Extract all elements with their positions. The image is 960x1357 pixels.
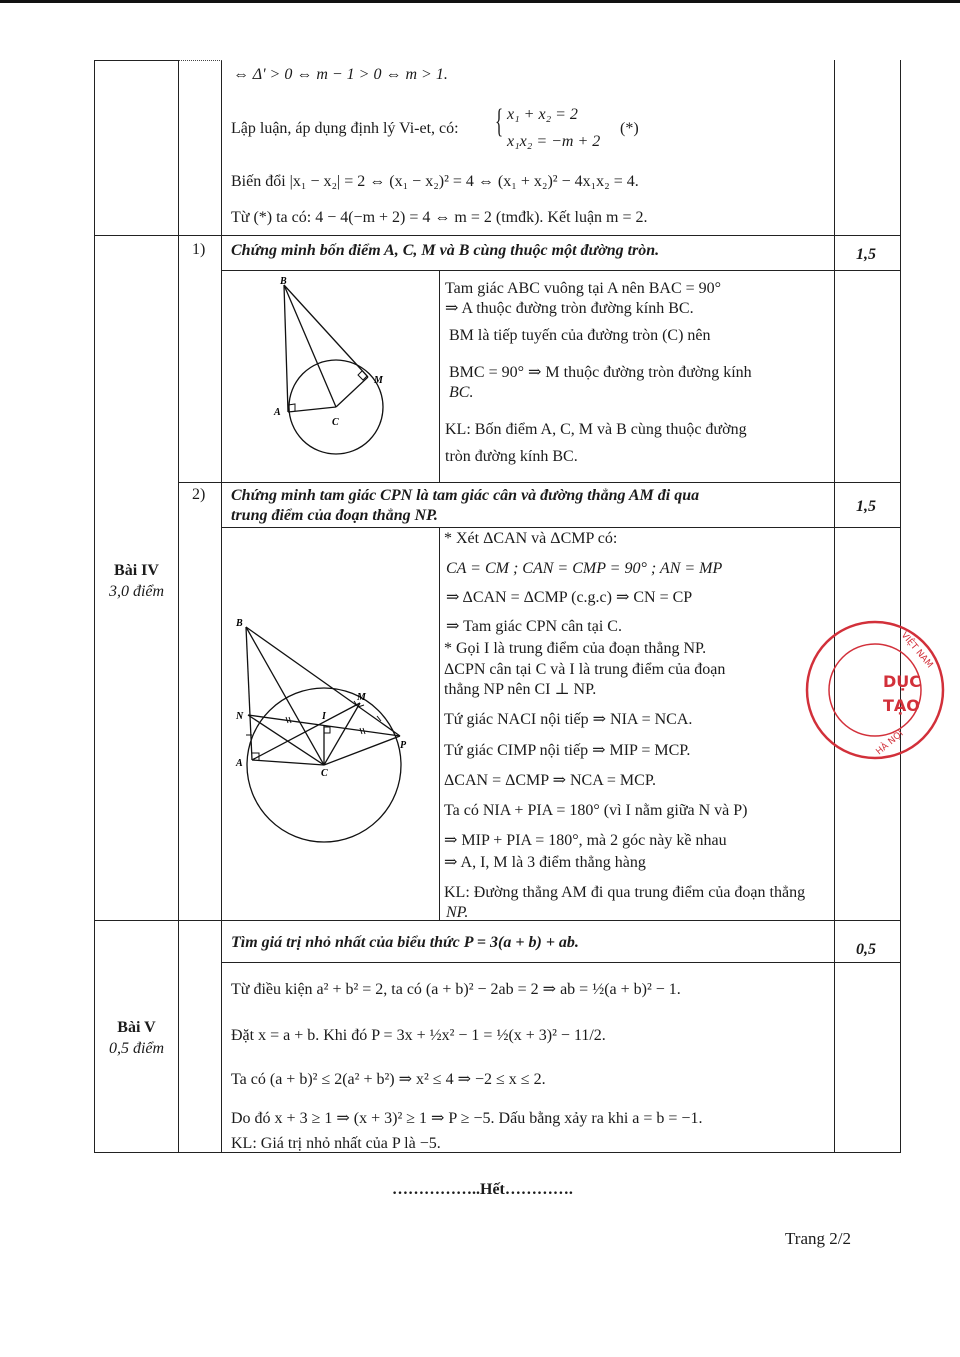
- fig1-label-b: B: [280, 276, 287, 287]
- row-sep-part2-title: [221, 527, 901, 528]
- part2-line-8: Tứ giác NACI nội tiếp ⇒ NIA = NCA.: [444, 711, 693, 728]
- equation-tag: (*): [620, 120, 639, 137]
- bai-v-points: 0,5 điểm: [108, 1040, 165, 1057]
- bai-v-line-4: Do đó x + 3 ≥ 1 ⇒ (x + 3)² ≥ 1 ⇒ P ≥ −5. Dấu bằng xảy ra khi a = b = −1.: [231, 1110, 703, 1127]
- part2-line-6: ΔCPN cân tại C và I là trung điểm của đoạn: [444, 661, 726, 678]
- table-top-border: [94, 60, 178, 61]
- bai-v-label: [95, 1017, 178, 1059]
- row-sep-bai-iv: [94, 235, 901, 236]
- part1-number: 1): [192, 241, 206, 258]
- row-sep-bai-v-title: [221, 962, 901, 963]
- part1-line-3: BM là tiếp tuyến của đường tròn (C) nên: [449, 327, 711, 344]
- table-left-border: [94, 60, 95, 1153]
- fig2-label-n: N: [236, 711, 244, 722]
- part1-line-5: BC.: [449, 384, 474, 401]
- fig2-label-i: I: [322, 711, 326, 722]
- fig1-label-m: M: [374, 375, 383, 386]
- fig2-label-a: A: [236, 758, 243, 769]
- seal-text-tao: TẠO: [883, 696, 920, 715]
- fig2-label-b: B: [236, 618, 243, 629]
- part2-line-3: ⇒ ΔCAN = ΔCMP (c.g.c) ⇒ CN = CP: [446, 589, 693, 606]
- fig2-line-cp: [324, 736, 400, 765]
- part1-title: Chứng minh bốn điểm A, C, M và B cùng thuộc một đường tròn.: [231, 242, 660, 259]
- part2-score: 1,5: [856, 498, 876, 515]
- part1-line-7: tròn đường kính BC.: [445, 448, 578, 465]
- part2-line-13: ⇒ A, I, M là 3 điểm thẳng hàng: [444, 854, 646, 871]
- part2-line-12: ⇒ MIP + PIA = 180°, mà 2 góc này kề nhau: [444, 832, 727, 849]
- figure1-divider: [439, 271, 440, 482]
- transform-line: Biến đổi |x₁ − x₂| = 2 ⇔ (x₁ − x₂)² = 4 ⇔ (x₁ + x₂)² − 4x₁x₂ = 4.: [231, 173, 639, 190]
- fig2-line-ba: [246, 627, 252, 760]
- seal-text-duc: DỤC: [883, 672, 922, 691]
- row-sep-bai-v: [94, 920, 901, 921]
- figure-part1: [268, 275, 398, 465]
- part2-line-15: NP.: [446, 904, 469, 921]
- part1-line-4: BMC = 90° ⇒ M thuộc đường tròn đường kính: [449, 364, 752, 381]
- part2-line-1: * Xét ΔCAN và ΔCMP có:: [444, 530, 618, 547]
- bai-v-line-5: KL: Giá trị nhỏ nhất của P là −5.: [231, 1135, 441, 1152]
- bai-iv-points: 3,0 điểm: [108, 583, 165, 600]
- row-sep-part1-title: [221, 270, 901, 271]
- table-col-divider-1: [178, 60, 179, 1153]
- part2-line-11: Ta có NIA + PIA = 180° (vì I nằm giữa N và P): [444, 802, 748, 819]
- fig1-line-bm: [284, 285, 368, 377]
- system-brace: {: [495, 103, 504, 140]
- vieta-lead: Lập luận, áp dụng định lý Vi-et, có:: [231, 120, 459, 137]
- vieta-sum: x₁ + x₂ = 2: [507, 106, 578, 123]
- bai-iv-label: [95, 560, 178, 602]
- fig2-line-bc: [246, 627, 324, 765]
- top-edge-line: [0, 0, 960, 3]
- figure-part2: [230, 615, 420, 865]
- fig2-label-m: M: [357, 692, 366, 703]
- part2-line-14: KL: Đường thẳng AM đi qua trung điểm của đoạn thẳng: [444, 884, 806, 901]
- part2-line-4: ⇒ Tam giác CPN cân tại C.: [446, 618, 622, 635]
- bai-v-title: Bài V: [117, 1019, 156, 1036]
- bai-v-line-3: Ta có (a + b)² ≤ 2(a² + b²) ⇒ x² ≤ 4 ⇒ −2 ≤ x ≤ 2.: [231, 1071, 546, 1088]
- seal-text-city: HÀ NỘI: [874, 728, 906, 758]
- part1-line-6: KL: Bốn điểm A, C, M và B cùng thuộc đường: [445, 421, 747, 438]
- table-col-divider-3: [834, 60, 835, 1153]
- table-col-divider-2: [221, 60, 222, 1153]
- part2-line-9: Tứ giác CIMP nội tiếp ⇒ MIP = MCP.: [444, 742, 691, 759]
- part1-score: 1,5: [856, 246, 876, 263]
- part2-line-10: ΔCAN = ΔCMP ⇒ NCA = MCP.: [444, 772, 656, 789]
- bai-v-score: 0,5: [856, 941, 876, 958]
- bai-v-line-1: Từ điều kiện a² + b² = 2, ta có (a + b)² − 2ab = 2 ⇒ ab = ½(a + b)² − 1.: [231, 981, 681, 998]
- table-bottom-border: [94, 1152, 901, 1153]
- fig1-line-bc: [284, 285, 336, 407]
- fig2-tick-2: [289, 717, 291, 723]
- fig2-label-p: P: [400, 740, 407, 751]
- bai-v-line-2: Đặt x = a + b. Khi đó P = 3x + ½x² − 1 = ½(x + 3)² − 11/2.: [231, 1027, 606, 1044]
- fig2-right-angle-i: [324, 727, 330, 733]
- part1-line-2: ⇒ A thuộc đường tròn đường kính BC.: [445, 300, 694, 317]
- figure2-divider: [439, 528, 440, 920]
- part2-line-2: CA = CM ; CAN = CMP = 90° ; AN = MP: [446, 560, 723, 577]
- part2-title-line2: trung điểm của đoạn thẳng NP.: [231, 507, 438, 524]
- delta-condition: ⇔ Δ' > 0 ⇔ m − 1 > 0 ⇔ m > 1.: [233, 66, 448, 83]
- bai-v-question: Tìm giá trị nhỏ nhất của biểu thức P = 3(a + b) + ab.: [231, 934, 579, 951]
- seal-outer-ring: [807, 622, 943, 758]
- part1-line-1: Tam giác ABC vuông tại A nên BAC = 90°: [445, 280, 722, 297]
- fig1-line-cm: [336, 377, 368, 407]
- part2-number: 2): [192, 486, 206, 503]
- end-marker: ……………..Hết………….: [392, 1181, 573, 1198]
- fig1-label-c: C: [332, 417, 339, 428]
- row-sep-part2: [178, 482, 901, 483]
- vieta-product: x₁x₂ = −m + 2: [507, 133, 601, 150]
- page-number: Trang 2/2: [785, 1229, 851, 1248]
- fig1-line-ba: [284, 285, 288, 412]
- table-right-border: [900, 60, 901, 1153]
- table-top-dotted: [179, 60, 222, 61]
- part2-title-line1: Chứng minh tam giác CPN là tam giác cân và đường thẳng AM đi qua: [231, 487, 700, 504]
- official-seal: [875, 615, 945, 765]
- conclusion-line: Từ (*) ta có: 4 − 4(−m + 2) = 4 ⇔ m = 2 (tmđk). Kết luận m = 2.: [231, 209, 648, 226]
- bai-iv-title: Bài IV: [114, 562, 159, 579]
- part2-line-5: * Gọi I là trung điểm của đoạn thẳng NP.: [444, 640, 707, 657]
- fig1-label-a: A: [274, 407, 281, 418]
- part2-line-7: thẳng NP nên CI ⊥ NP.: [444, 681, 597, 698]
- fig2-line-ac: [252, 760, 324, 765]
- seal-text-country: VIỆT NAM: [898, 630, 935, 671]
- fig2-label-c: C: [321, 768, 328, 779]
